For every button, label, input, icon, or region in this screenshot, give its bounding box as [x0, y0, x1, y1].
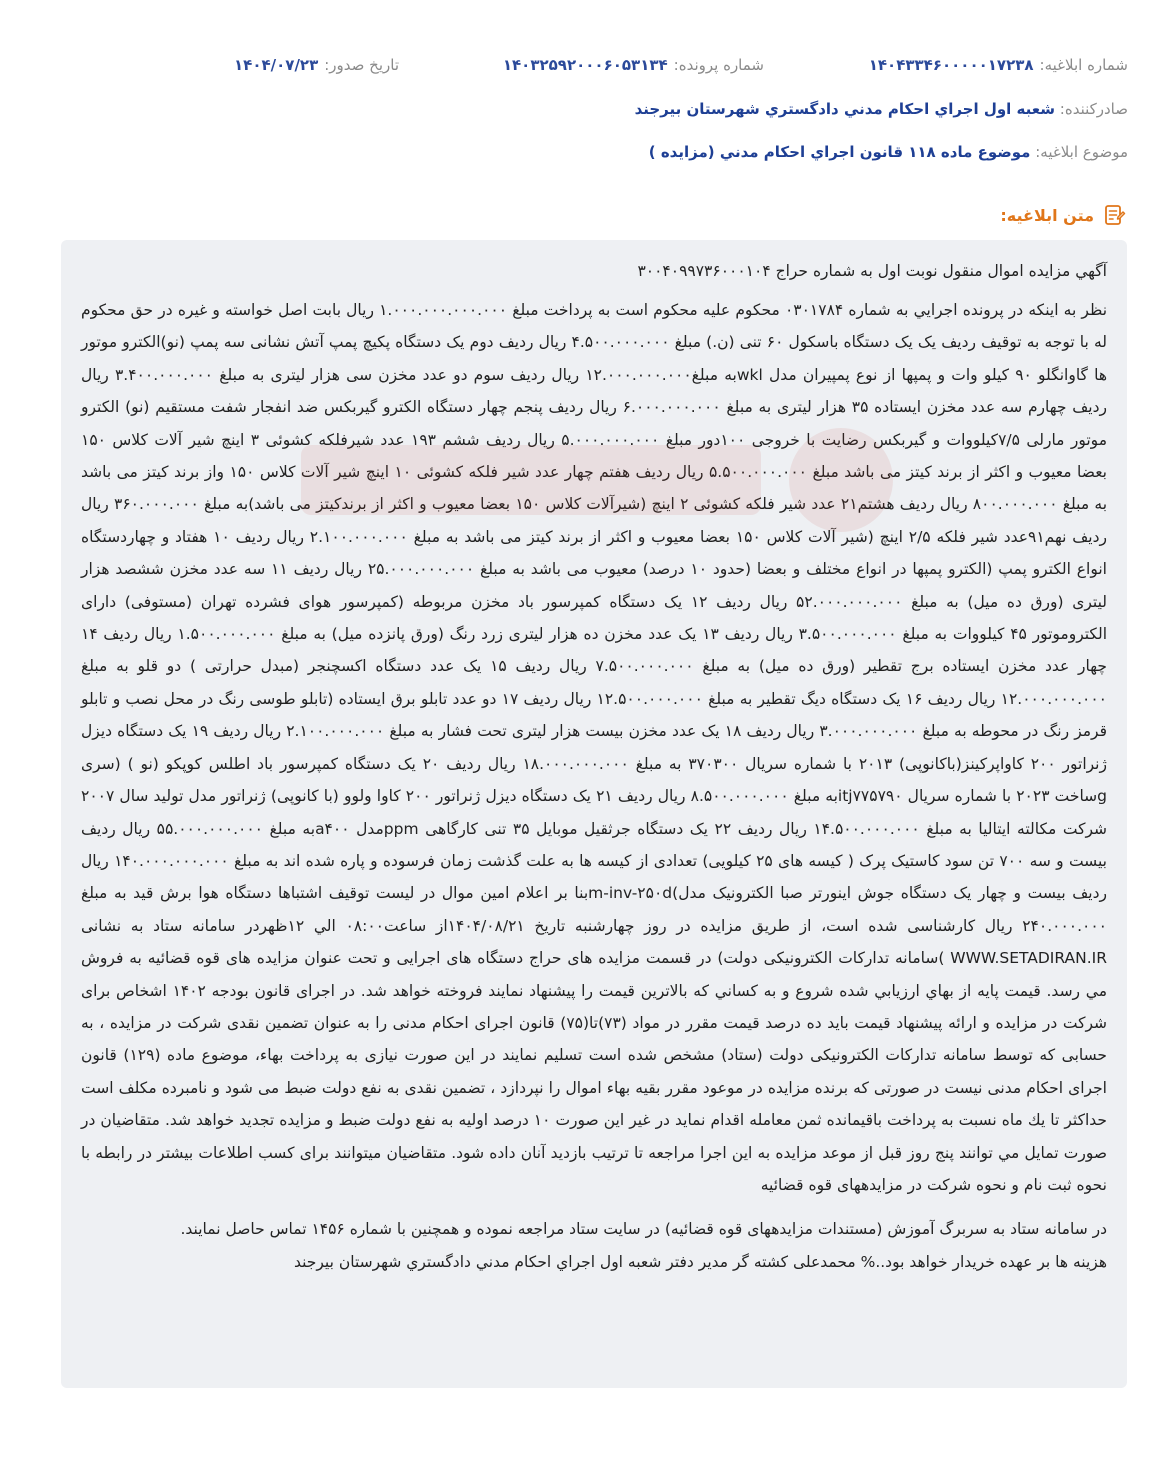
notice-content-box — [61, 240, 1127, 1388]
auction-notice-footer — [81, 1213, 1107, 1278]
subject-value: موضوع ماده ۱۱۸ قانون اجراي احكام مدني (مزايده ) — [648, 143, 1031, 161]
notice-number-label: شماره ابلاغیه: — [1039, 56, 1128, 74]
issuer — [635, 100, 1128, 118]
issue-date-label: تاریخ صدور: — [324, 56, 399, 74]
auction-footer-line-2: هزينه ها بر عهده خريدار خواهد بود..% محمدعلی کشته گر مدير دفتر شعبه اول اجراي احكام مدني دادگستري شهرستان بيرجند — [293, 1252, 1107, 1271]
notice-number-value: ۱۴۰۴۳۳۴۶۰۰۰۰۰۱۷۲۳۸ — [868, 56, 1034, 74]
auction-notice-title: آگهي مزايده اموال منقول نوبت اول به شماره حراج ۳۰۰۴۰۹۹۷۳۶۰۰۰۱۰۴ — [637, 262, 1107, 280]
notice-text-heading — [1000, 203, 1126, 227]
issuer-value: شعبه اول اجراي احكام مدني دادگستري شهرستان بيرجند — [634, 100, 1055, 118]
issue-date-value: ۱۴۰۴/۰۷/۲۳ — [234, 56, 319, 74]
case-number-value: ۱۴۰۳۲۵۹۲۰۰۰۶۰۵۳۱۳۴ — [502, 56, 668, 74]
document-note-icon — [1102, 203, 1126, 227]
issue-date — [234, 56, 399, 74]
subject-label: موضوع ابلاغیه: — [1035, 143, 1128, 161]
notice-text-heading-label: متن ابلاغیه: — [1000, 205, 1094, 225]
case-number — [503, 56, 764, 74]
notice-subject — [649, 143, 1128, 161]
auction-notice-body: نظر به اینکه در پرونده اجرايي به شماره ۰۳۰۱۷۸۴ محکوم علیه محکوم است به پرداخت مبلغ ۱.۰۰۰.۰۰۰.۰۰۰.۰۰۰ ریال بابت اصل خواسته و غیره در حق محکوم له با توجه به توقیف ردیف یک یک دستگاه باسکول ۶۰ تنی (ن.) مبلغ ۴.۵۰۰.۰۰۰.۰۰۰ ریال ردیف دوم یک دستگاه پکیچ پمپ آتش نشانی سه پمپ (نو)الکترو موتور ها گاوانگلو ۹۰ کیلو وات و پمپها از نوع پمپیران مدل wklبه مبلغ۱۲.۰۰۰.۰۰۰.۰۰۰ ریال ردیف سوم دو عدد مخزن سی هزار لیتری به مبلغ ۳.۴۰۰.۰۰۰.۰۰۰ ریال ردیف چهارم سه عدد مخزن ایستاده ۳۵ هزار لیتری به مبلغ ۶.۰۰۰.۰۰۰.۰۰۰ ریال ردیف پنجم چهار دستگاه الکترو گیربکس ضد انفجار شفت مستقیم (نو) الکترو موتور مارلی ۷/۵کیلووات و گیربکس رضایت با خروجی ۱۰۰دور مبلغ ۵.۰۰۰.۰۰۰.۰۰۰ ریال ردیف ششم ۱۹۳ عدد شیرفلکه کشوئی ۳ اینچ شیر آلات کلاس ۱۵۰ بعضا معیوب و اکثر از برند کیتز می باشد مبلغ ۵.۵۰۰.۰۰۰.۰۰۰ ریال ردیف هفتم چهار عدد شیر فلکه کشوئی ۱۰ اینچ شیر آلات کلاس ۱۵۰ واز برند کیتز می باشد به مبلغ ۸۰۰.۰۰۰.۰۰۰ ریال ردیف هشتم۲۱ عدد شیر فلکه کشوئی ۲ اینچ (شیرآلات کلاس ۱۵۰ بعضا معیوب و اکثر از برندکیتز می باشد)به مبلغ ۳۶۰.۰۰۰.۰۰۰ ریال ردیف نهم۹۱عدد شیر فلکه ۲/۵ اینچ (شیر آلات کلاس ۱۵۰ بعضا معیوب و اکثر از برند کیتز می باشد به مبلغ ۲.۱۰۰.۰۰۰.۰۰۰ ریال ردیف ۱۰ هفتاد و چهاردستگاه انواع الکترو پمپ (الکترو پمپها در انواع مختلف و بعضا (حدود ۱۰ درصد) معیوب می باشد به مبلغ ۲۵.۰۰۰.۰۰۰.۰۰۰ ریال ردیف ۱۱ سه عدد مخزن ششصد هزار لیتری (ورق ده میل) به مبلغ ۵۲.۰۰۰.۰۰۰.۰۰۰ ریال ردیف ۱۲ یک دستگاه کمپرسور باد مخزن مربوطه (کمپرسور هوای فشرده تهران (مستوفی) دارای الکتروموتور ۴۵ کیلووات به مبلغ ۳.۵۰۰.۰۰۰.۰۰۰ ریال ردیف ۱۳ یک عدد مخزن ده هزار لیتری زرد رنگ (ورق پانزده میل) به مبلغ ۱.۵۰۰.۰۰۰.۰۰۰ ریال ردیف ۱۴ چهار عدد مخزن ایستاده برج تقطیر (ورق ده میل) به مبلغ ۷.۵۰۰.۰۰۰.۰۰۰ ریال ردیف ۱۵ یک عدد دستگاه اکسچنجر (مبدل حرارتی ) دو قلو به مبلغ ۱۲.۰۰۰.۰۰۰.۰۰۰ ریال ردیف ۱۶ یک دستگاه دیگ تقطیر به مبلغ ۱۲.۵۰۰.۰۰۰.۰۰۰ ریال ردیف ۱۷ دو عدد تابلو برق ایستاده (تابلو طوسی رنگ در محل نصب و تابلو قرمز رنگ در محوطه به مبلغ ۳.۰۰۰.۰۰۰.۰۰۰ ریال ردیف ۱۸ یک عدد مخزن بیست هزار لیتری تحت فشار به مبلغ ۲.۱۰۰.۰۰۰.۰۰۰ ریال ردیف ۱۹ یک دستگاه دیزل ژنراتور ۲۰۰ کاواپرکینز(باکانوپی) ۲۰۱۳ با شماره سریال ۳۷۰۳۰۰ به مبلغ ۱۸.۰۰۰.۰۰۰.۰۰۰ ریال ردیف ۲۰ یک دستگاه کمپرسور باد اطلس کوپکو (نو ) (سری gساخت ۲۰۲۳ با شماره سریال itj۷۷۵۷۹۰به مبلغ ۸.۵۰۰.۰۰۰.۰۰۰ ریال ردیف ۲۱ یک دستگاه دیزل ژنراتور ۲۰۰ کاوا ولوو (با کانوپی) ژنراتور مدل تولید سال ۲۰۰۷ شرکت مکالته ایتالیا به مبلغ ۱۴.۵۰۰.۰۰۰.۰۰۰ ریال ردیف ۲۲ یک دستگاه جرثقیل موبایل ۳۵ تنی کارگاهی ppmمدل a۴۰۰به مبلغ ۵۵.۰۰۰.۰۰۰.۰۰۰ ریال ردیف بیست و سه ۷۰۰ تن سود کاستیک پرک ( کیسه های ۲۵ کیلویی) تعدادی از کیسه ها به علت گذشت زمان فرسوده و پاره شده اند به مبلغ ۱۴۰.۰۰۰.۰۰۰.۰۰۰ ریال ردیف بیست و چهار یک دستگاه جوش اینورتر صبا الکترونیک مدل)m-inv-۲۵۰dبنا بر اعلام امین موال در لیست توقیف اشتباها دستگاه هوا برش قید به مبلغ ۲۴۰.۰۰۰.۰۰۰ ریال کارشناسی شده است، از طريق مزايده در روز چهارشنبه تاریخ ۱۴۰۴/۰۸/۲۱از ساعت۰۸:۰۰ الي ۱۲ظهردر سامانه ستاد به نشانی WWW.SETADIRAN.IR )سامانه تدارکات الکترونیکی دولت) در قسمت مزایده های حراج دستگاه های اجرایی و تحت عنوان مزایده های قوه قضائیه به فروش مي رسد. قیمت پایه از بهاي ارزيابي شده شروع و به كساني كه بالاترين قيمت را پيشنهاد نمايند فروخته خواهد شد. در اجرای قانون بودجه ۱۴۰۲ اشخاص برای شرکت در مزایده و ارائه پیشنهاد قیمت باید ده درصد قیمت مقرر در مواد (۷۳)تا(۷۵) قانون اجرای احکام مدنی را به عنوان تضمین نقدی شرکت در مزایده ، به حسابی که توسط سامانه تدارکات الکترونیکی دولت (ستاد) مشخص شده است تسلیم نمایند در این صورت نیازی به پرداخت بهاء، موضوع ماده (۱۲۹) قانون اجرای احکام مدنی نیست در صورتی که برنده مزایده در موعود مقرر بقیه بهاء اموال را نپردازد ، تضمین نقدی به نفع دولت ضبط می شود و نامبرده مکلف است حداکثر تا یك ماه نسبت به پرداخت باقیمانده ثمن معامله اقدام نماید در غیر این صورت ۱۰ درصد اولیه به نفع دولت ضبط و مزایده تجدید خواهد شد. متقاضيان در صورت تمایل مي توانند پنج روز قبل از موعد مزايده به اين اجرا مراجعه تا ترتيب بازديد آنان داده شود. متقاضیان میتوانند برای کسب اطلاعات بیشتر در رابطه با نحوه ثبت نام و نحوه شرکت در مزایدههای قوه قضائیه — [81, 301, 1108, 1194]
case-number-label: شماره پرونده: — [673, 56, 764, 74]
auction-footer-line-1: در سامانه ستاد به سربرگ آموزش (مستندات مزایدههای قوه قضائیه) در سایت ستاد مراجعه نموده و همچنین با شماره ۱۴۵۶ تماس حاصل نمایند. — [180, 1220, 1107, 1239]
issuer-label: صادرکننده: — [1059, 100, 1128, 118]
notice-number — [869, 56, 1128, 74]
